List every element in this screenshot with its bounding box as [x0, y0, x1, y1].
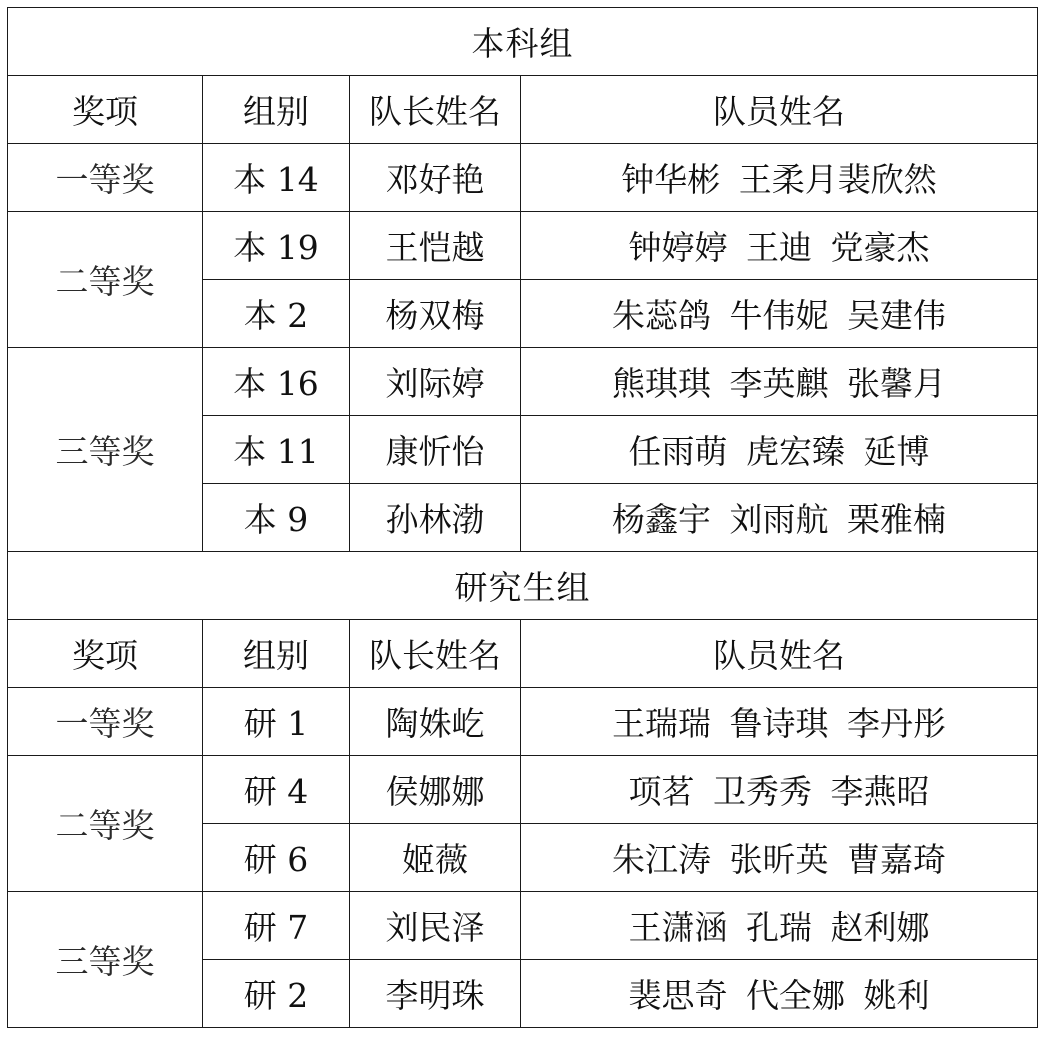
members-cell: 裴思奇 代全娜 姚利	[521, 960, 1038, 1028]
members-cell: 朱蕊鸽 牛伟妮 吴建伟	[521, 280, 1038, 348]
table-row	[8, 212, 1038, 280]
members-cell: 任雨萌 虎宏臻 延博	[521, 416, 1038, 484]
captain-cell: 姬薇	[350, 824, 521, 892]
group-cell: 本 9	[203, 484, 350, 552]
header-group: 组别	[203, 76, 350, 144]
column-header-row	[8, 76, 1038, 144]
group-cell: 本 14	[203, 144, 350, 212]
members-cell: 钟婷婷 王迪 党豪杰	[521, 212, 1038, 280]
members-cell: 项茗 卫秀秀 李燕昭	[521, 756, 1038, 824]
group-cell: 研 4	[203, 756, 350, 824]
group-cell: 本 16	[203, 348, 350, 416]
members-cell: 杨鑫宇 刘雨航 栗雅楠	[521, 484, 1038, 552]
captain-cell: 陶姝屹	[350, 688, 521, 756]
section-title-undergrad: 本科组	[8, 8, 1038, 76]
members-cell: 王潇涵 孔瑞 赵利娜	[521, 892, 1038, 960]
table-row	[8, 892, 1038, 960]
award-cell: 一等奖	[8, 144, 203, 212]
section-header-row	[8, 552, 1038, 620]
group-cell: 本 19	[203, 212, 350, 280]
section-header-row	[8, 8, 1038, 76]
column-header-row	[8, 620, 1038, 688]
table-row	[8, 348, 1038, 416]
group-cell: 研 7	[203, 892, 350, 960]
captain-cell: 孙林渤	[350, 484, 521, 552]
members-cell: 熊琪琪 李英麒 张馨月	[521, 348, 1038, 416]
award-cell: 二等奖	[8, 212, 203, 348]
header-captain: 队长姓名	[350, 620, 521, 688]
award-cell: 一等奖	[8, 688, 203, 756]
table-row	[8, 688, 1038, 756]
award-cell: 二等奖	[8, 756, 203, 892]
awards-table	[7, 7, 1038, 1028]
group-cell: 研 2	[203, 960, 350, 1028]
header-members: 队员姓名	[521, 620, 1038, 688]
captain-cell: 刘际婷	[350, 348, 521, 416]
award-cell: 三等奖	[8, 348, 203, 552]
group-cell: 本 2	[203, 280, 350, 348]
header-award: 奖项	[8, 76, 203, 144]
members-cell: 朱江涛 张昕英 曹嘉琦	[521, 824, 1038, 892]
captain-cell: 李明珠	[350, 960, 521, 1028]
header-group: 组别	[203, 620, 350, 688]
table-row	[8, 144, 1038, 212]
award-cell: 三等奖	[8, 892, 203, 1028]
header-award: 奖项	[8, 620, 203, 688]
captain-cell: 侯娜娜	[350, 756, 521, 824]
captain-cell: 王恺越	[350, 212, 521, 280]
members-cell: 王瑞瑞 鲁诗琪 李丹彤	[521, 688, 1038, 756]
group-cell: 研 6	[203, 824, 350, 892]
section-title-grad: 研究生组	[8, 552, 1038, 620]
captain-cell: 刘民泽	[350, 892, 521, 960]
group-cell: 本 11	[203, 416, 350, 484]
group-cell: 研 1	[203, 688, 350, 756]
header-captain: 队长姓名	[350, 76, 521, 144]
captain-cell: 康忻怡	[350, 416, 521, 484]
members-cell: 钟华彬 王柔月裴欣然	[521, 144, 1038, 212]
captain-cell: 杨双梅	[350, 280, 521, 348]
captain-cell: 邓好艳	[350, 144, 521, 212]
table-row	[8, 756, 1038, 824]
header-members: 队员姓名	[521, 76, 1038, 144]
